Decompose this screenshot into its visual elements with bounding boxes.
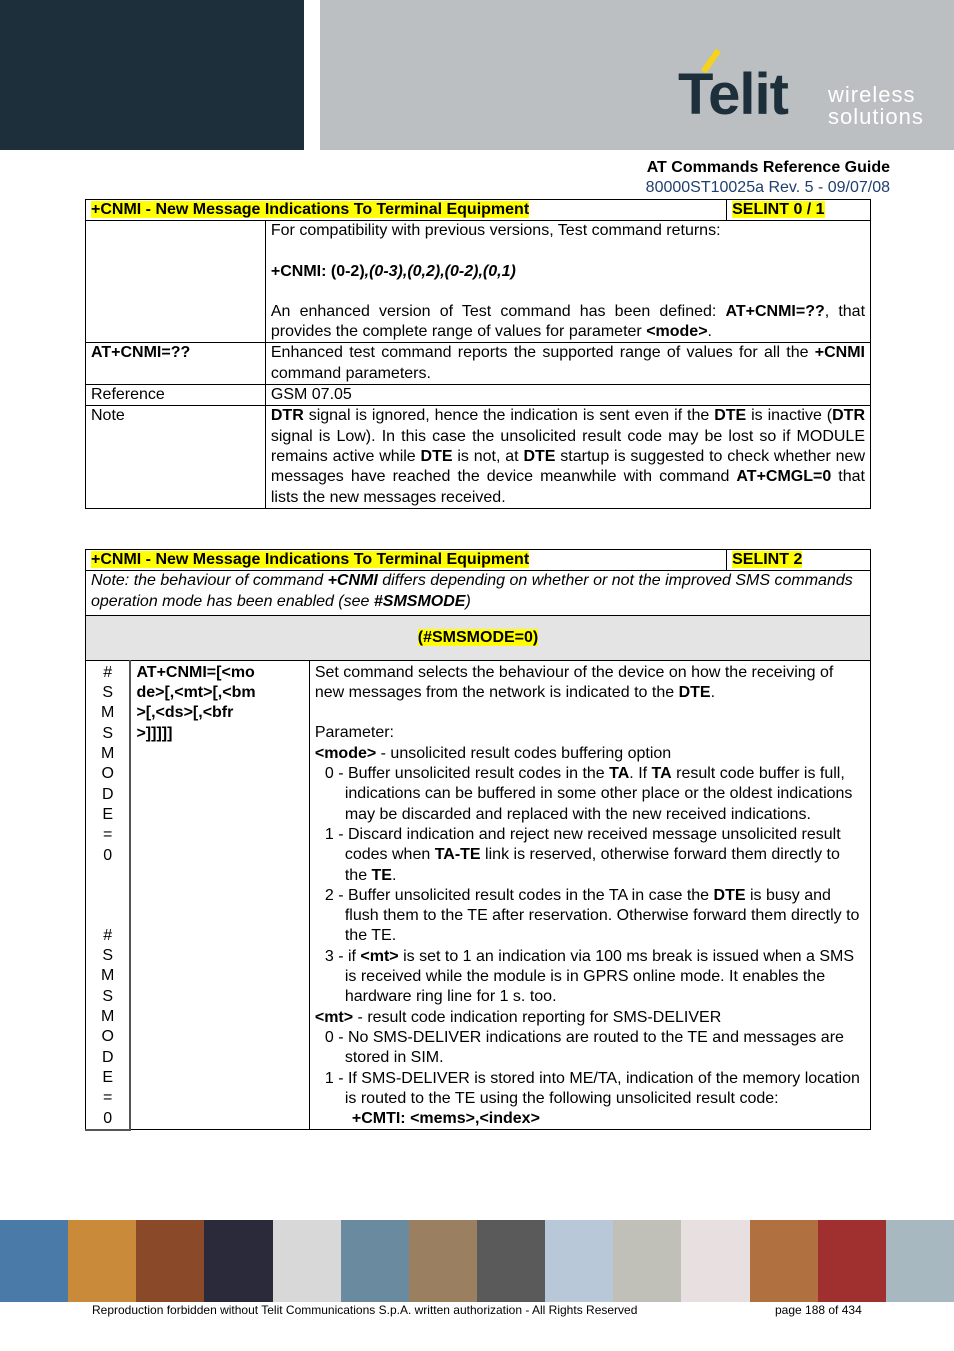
smsmode-side-label [86, 660, 131, 1130]
footer-image-strip [0, 1220, 954, 1302]
set-command-desc: Set command selects the behaviour of the device on how the receiving of new messages from the network is indicated to the DTE. Parameter: <mode> - unsolicited result codes buffering option 0 - Buffer unsolicited result codes in the TA. If TA result code buffer is full, indications can be buffered in some other place or the oldest indications may be discarded and replaced with the new received indications. 1 - Discard indication and reject new received message unsolicited result codes when TA-TE link is reserved, otherwise forward them directly to the TE. 2 - Buffer unsolicited result codes in the TA in case the DTE is busy and flush them to the TE after reservation. Otherwise forward them directly to the TE. 3 - if <mt> is set to 1 an indication via 100 ms break is issued when a SMS is received while the module is in GPRS online mode. It enables the hardware ring line for 1 s. too. <mt> - result code indication reporting for SMS-DELIVER 0 - No SMS-DELIVER indications are routed to the TE and messages are stored in SIM. 1 - If SMS-DELIVER is stored into ME/TA, indication of the memory location is routed to the TE using the following unsolicited result code: +CMTI: <mems>,<index> [309, 660, 870, 1130]
enh-test-cmd: AT+CNMI=?? [91, 344, 191, 362]
footer-copyright: Reproduction forbidden without Telit Communications S.p.A. written authorization - All Rights Reserved [92, 1303, 638, 1317]
smsmode-note: Note: the behaviour of command +CNMI differs depending on whether or not the improved SMS commands operation mode has been enabled (see #SMSMODE) [86, 571, 871, 616]
smsmode-letter: S [102, 987, 114, 1005]
document-title: AT Commands Reference Guide [646, 159, 890, 176]
header-dark-panel [0, 0, 304, 150]
smsmode-letter: O [101, 765, 114, 783]
document-revision: 80000ST10025a Rev. 5 - 09/07/08 [645, 179, 890, 196]
smsmode-letter: 0 [103, 846, 113, 864]
compat-test-cell: For compatibility with previous versions, Test command returns: +CNMI: (0-2),(0-3),(0,2),(0-2),(0,1) An enhanced version of Test command has been defined: AT+CNMI=??, that provides the complete range of values for parameter <mode>. [265, 221, 870, 343]
smsmode-header: (#SMSMODE=0) [417, 628, 539, 646]
smsmode-letter: M [101, 1008, 115, 1026]
note-text: DTR signal is ignored, hence the indication is sent even if the DTE is inactive (DTR signal is Low). In this case the unsolicited result code may be lost so if MODULE remains active while DTE is not, at DTE startup is suggested to check whether new messages have reached the device meanwhile with command AT+CMGL=0 that lists the new messages received. [265, 406, 870, 508]
cnmi-table-selint2 [85, 549, 871, 1131]
smsmode-letter: D [101, 785, 114, 803]
smsmode-letter: # [103, 926, 113, 944]
telit-logo [678, 48, 938, 132]
smsmode-letter: = [103, 826, 113, 844]
table1-title: +CNMI - New Message Indications To Terminal Equipment [91, 201, 530, 218]
table2-selint: SELINT 2 [732, 551, 803, 568]
smsmode-letter: 0 [103, 1109, 113, 1127]
table2-title: +CNMI - New Message Indications To Terminal Equipment [91, 551, 530, 568]
smsmode-letter: E [102, 805, 114, 823]
reference-value: GSM 07.05 [265, 385, 870, 406]
smsmode-letter: = [103, 1089, 113, 1107]
enh-test-desc: Enhanced test command reports the supported range of values for all the +CNMI command parameters. [265, 343, 870, 385]
footer-page-number: page 188 of 434 [775, 1303, 862, 1317]
smsmode-letter: S [102, 947, 114, 965]
smsmode-letter: E [102, 1068, 114, 1086]
logo-text: Telit [678, 62, 788, 127]
smsmode-letter: S [102, 724, 114, 742]
note-label: Note [86, 406, 266, 508]
logo-sub1: wireless [828, 82, 916, 107]
reference-label: Reference [86, 385, 266, 406]
cmd-syntax: AT+CNMI=[<mode>[,<mt>[,<bm>[,<ds>[,<bfr>]]]]] [136, 663, 256, 742]
logo-sub2: solutions [828, 104, 924, 129]
smsmode-letter: O [101, 1028, 114, 1046]
smsmode-letter: S [102, 684, 114, 702]
smsmode-letter: # [103, 663, 113, 681]
table1-selint: SELINT 0 / 1 [732, 201, 825, 218]
smsmode-letter: D [101, 1048, 114, 1066]
smsmode-letter: M [101, 745, 115, 763]
cnmi-table-selint01 [85, 199, 871, 509]
smsmode-letter: M [101, 704, 115, 722]
smsmode-letter: M [101, 967, 115, 985]
